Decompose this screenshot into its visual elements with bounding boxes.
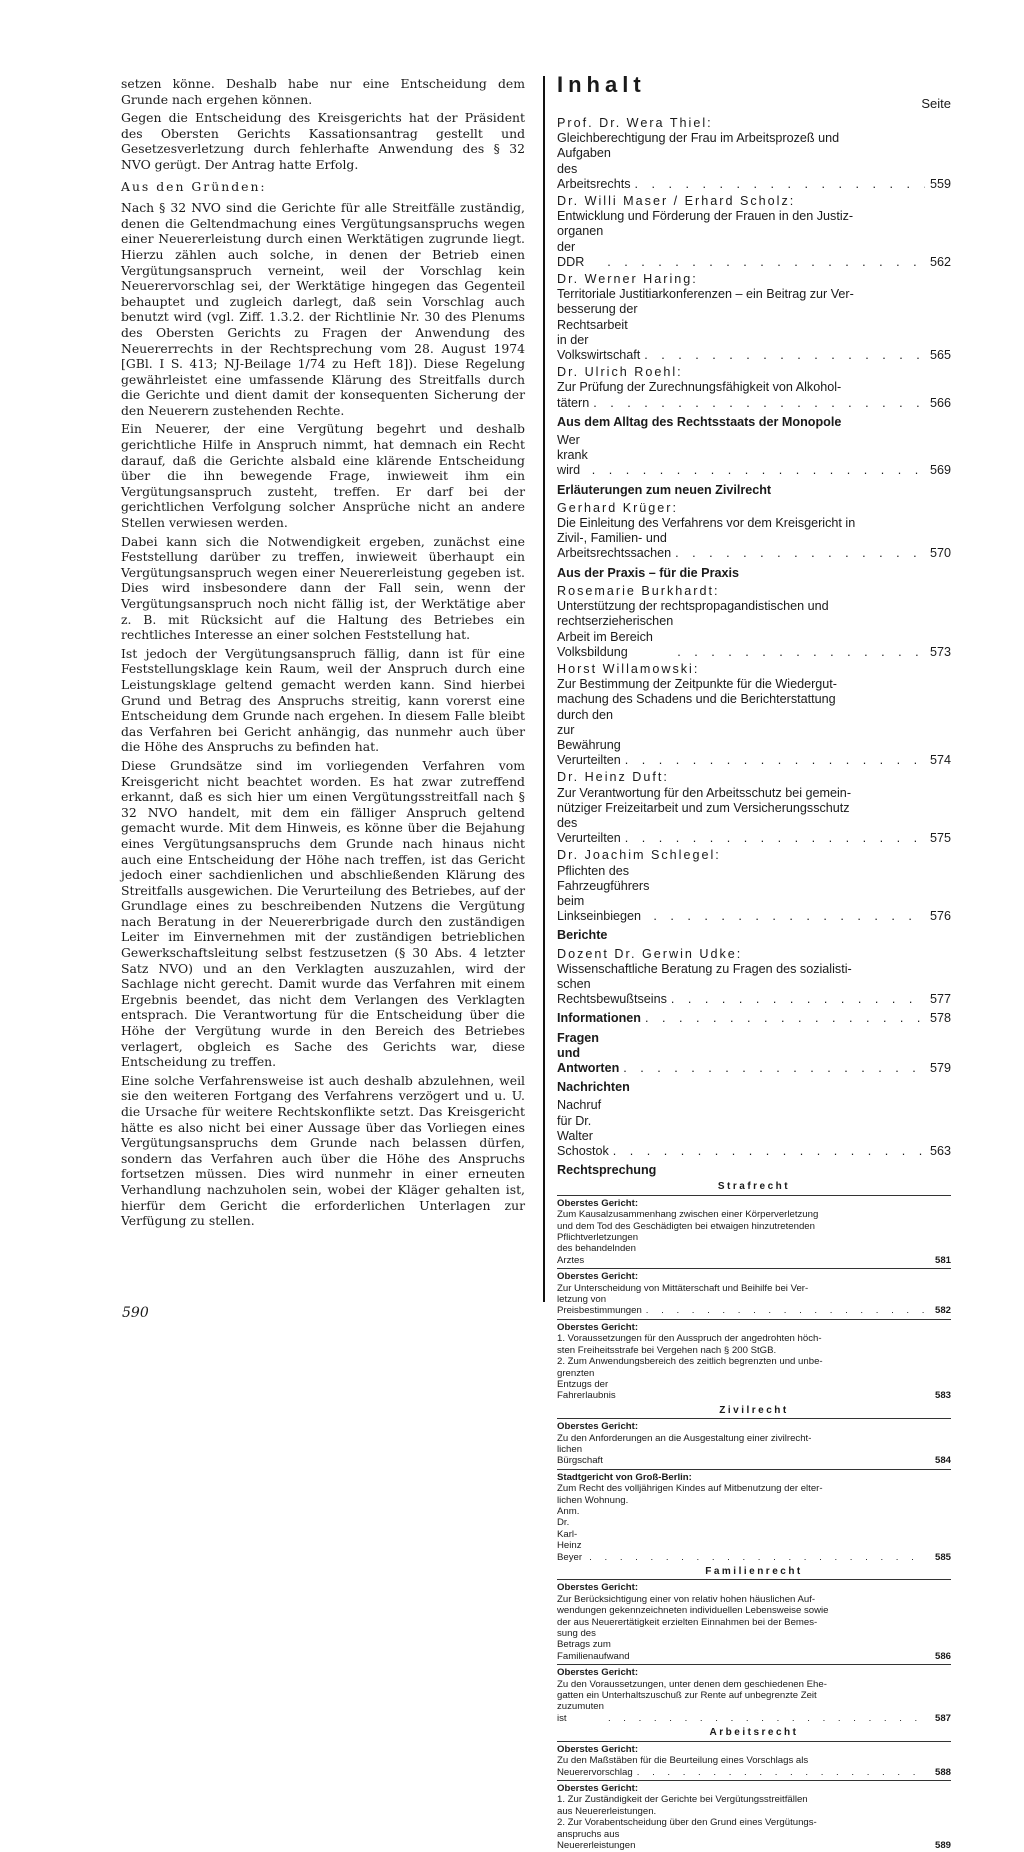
entry-title-line: Pflichten des Fahrzeugführers beim Linkseinbiegen [557, 863, 650, 924]
entry-page: 579 [929, 1060, 951, 1075]
entry-title-line: tätern [557, 395, 590, 410]
case-line: Zu den Anforderungen an die Ausgestaltung einer zivilrecht- [557, 1432, 812, 1444]
entry-title-line: machung des Schadens und die Berichterstattung [557, 692, 836, 707]
entry-author: Dr. Ulrich Roehl: [557, 365, 683, 380]
subheading: Aus den Gründen: [121, 178, 267, 194]
section-heading: Aus dem Alltag des Rechtsstaats der Monopole [557, 414, 842, 429]
entry-title-line: Entwicklung und Förderung der Frauen in den Justiz- [557, 209, 854, 224]
case-line: Pflichtverletzungen des behandelnden Arztes [557, 1232, 639, 1266]
divider-rule [557, 1268, 951, 1269]
case-entry[interactable] [557, 1744, 951, 1778]
leader-dots [646, 1305, 925, 1316]
entry-page: 588 [934, 1766, 951, 1778]
category-heading: Familienrecht [705, 1566, 803, 1577]
entry-title-line: durch den zur Bewährung Verurteilten [557, 707, 621, 768]
toc-entry[interactable] [557, 433, 951, 479]
divider-rule [557, 1469, 951, 1470]
entry-title-line: des Verurteilten [557, 815, 621, 846]
case-line: aus Neuererleistungen. [557, 1805, 657, 1817]
paragraph: Gegen die Entscheidung des Kreisgerichts hat der Präsident des Obersten Gerichts Kassationsantrag gestellt und Gesetzesverletzung durch fehlerhafte Anwendung des § 32 NVO gerügt. Der Antrag hatte Erfolg. [121, 110, 525, 172]
entry-page: 573 [929, 644, 951, 659]
divider-rule [557, 1418, 951, 1419]
section-heading: Erläuterungen zum neuen Zivilrecht [557, 482, 772, 497]
entry-author: Dr. Heinz Duft: [557, 770, 669, 785]
entry-author: Dr. Werner Haring: [557, 272, 698, 287]
entry-author: Prof. Dr. Wera Thiel: [557, 116, 713, 130]
entry-page: 585 [934, 1551, 951, 1563]
toc-entry[interactable] [557, 1031, 951, 1077]
case-line: 1. Voraussetzungen für den Ausspruch der angedrohten höch- [557, 1333, 822, 1345]
leader-dots [644, 348, 925, 363]
leader-dots [592, 463, 925, 478]
court-name: Oberstes Gericht: [557, 1667, 639, 1679]
leader-dots [623, 1061, 925, 1076]
leader-dots [675, 546, 925, 561]
case-line: Zur Berücksichtigung einer von relativ hohen häuslichen Auf- [557, 1593, 816, 1605]
category-heading: Zivilrecht [719, 1404, 789, 1416]
section-heading: Rechtsprechung [557, 1163, 657, 1178]
entry-title-line: Aufgaben des Arbeitsrechts [557, 146, 631, 191]
case-line: letzung von Preisbestimmungen [557, 1294, 642, 1317]
column-divider [543, 76, 545, 1302]
case-law-list [557, 1181, 951, 1851]
entry-page: 559 [929, 176, 951, 191]
leader-dots [677, 645, 925, 660]
leader-dots [637, 1767, 925, 1778]
court-name: Oberstes Gericht: [557, 1321, 639, 1333]
category-heading: Arbeitsrecht [709, 1727, 799, 1739]
entry-author: Dr. Willi Maser / Erhard Scholz: [557, 194, 796, 209]
toc-entry[interactable] [557, 116, 951, 192]
case-line: sten Freiheitsstrafe bei Vergehen nach § 200 StGB. [557, 1344, 777, 1356]
entry-author: Horst Willamowski: [557, 661, 700, 676]
entry-page: 584 [934, 1455, 951, 1467]
case-line: gatten ein Unterhaltszuschuß zur Rente auf unbegrenzte Zeit [557, 1690, 817, 1702]
paragraph: Dabei kann sich die Notwendigkeit ergeben, zunächst eine Feststellung darüber zu treffen, inwieweit überhaupt ein Vergütungsanspruch wegen einer Neuererleistung gegeben ist. Dies wird insbesondere dann der Fall sein, wenn der Vergütungsanspruch noch nicht fällig ist, der Werktätige aber z. B. mit Rücksicht auf die Haltung des Betriebes ein rechtliches Interesse an einer solchen Feststellung hat. [121, 533, 525, 643]
paragraph: Eine solche Verfahrensweise ist auch deshalb abzulehnen, weil sie den weiteren Fortgang des Verfahrens verzögert und u. U. die Ursache für weitere Rechtskonflikte setzt. Das Kreisgericht hätte es also nicht bei einer Aussage über das Vorliegen eines Vergütungsanspruchs dem Grunde nach belassen dürfen, sondern das Verfahren auch über die Höhe des Anspruchs fortsetzen müssen. Dies wird nunmehr in einer erneuten Verhandlung nachzuholen sein, wobei der Kläger gehalten ist, hierfür dem Gericht die erforderlichen Unterlagen zur Verfügung zu stellen. [121, 1072, 525, 1229]
toc-entry[interactable] [557, 662, 951, 768]
leader-dots [608, 1713, 925, 1724]
entry-title-line: rechtserzieherischen Arbeit im Bereich Volksbildung [557, 614, 674, 659]
entry-title-line: besserung der Rechtsarbeit in der Volkswirtschaft [557, 302, 641, 363]
case-entry[interactable] [557, 1421, 951, 1467]
leader-dots [589, 1552, 925, 1563]
entry-title-line: Die Einleitung des Verfahrens vor dem Kreisgericht in [557, 516, 856, 531]
page-column-label: Seite [921, 96, 951, 111]
entry-page: 575 [929, 831, 951, 846]
paragraph: Nach § 32 NVO sind die Gerichte für alle Streitfälle zuständig, denen die Geltendmachung eines Vergütungsanspruchs wegen einer Neuererleistung durch einen Werktätigen zugrunde liegt. Hierzu zählen auch solche, in denen der Betrieb einen Vergütungsanspruch verneint, weil der Vorschlag kein Neuerervorschlag sei, der Werktätige hingegen das Gegenteil behauptet und zugleich darlegt, daß sein Vorschlag auch benutzt wird (vgl. Ziff. 1.3.2. der Richtlinie Nr. 30 des Plenums des Obersten Gerichts zu Fragen der Anwendung des Neuererrechts in der Rechtsprechung vom 28. August 1974 [GBl. I S. 413; NJ-Beilage 1/74 zu Heft 18]). Diese Regelung gewährleistet eine umfassende Klärung des Streitfalls durch die Gerichte und dient damit der konsequenten Sicherung der den Neuerern zustehenden Rechte. [121, 200, 525, 418]
entry-page: 574 [929, 753, 951, 768]
toc-entry[interactable] [557, 365, 951, 411]
case-entry[interactable] [557, 1472, 951, 1563]
entry-author: Gerhard Krüger: [557, 500, 678, 515]
entry-title-line: Wissenschaftliche Beratung zu Fragen des sozialisti- [557, 961, 852, 976]
entry-title-line: Unterstützung der rechtspropagandistischen und [557, 599, 829, 614]
toc-entry[interactable] [557, 770, 951, 846]
section-heading: Berichte [557, 928, 608, 943]
entry-title-line: schen Rechtsbewußtseins [557, 976, 667, 1007]
case-entry[interactable] [557, 1783, 951, 1851]
divider-rule [557, 1741, 951, 1742]
court-name: Stadtgericht von Groß-Berlin: [557, 1471, 692, 1483]
toc-entry[interactable] [557, 848, 951, 924]
entry-title-line: Wer krank wird [557, 433, 588, 478]
entry-author: Rosemarie Burkhardt: [557, 583, 720, 598]
entry-title-line: organen der DDR [557, 224, 604, 269]
court-name: Oberstes Gericht: [557, 1743, 639, 1755]
leader-dots [607, 255, 925, 270]
entry-page: 581 [934, 1254, 951, 1266]
entry-author: Dr. Joachim Schlegel: [557, 848, 721, 863]
entry-page: 583 [934, 1390, 951, 1402]
leader-dots [671, 992, 925, 1007]
entry-page: 589 [934, 1839, 951, 1851]
case-line: der aus Neuerertätigkeit erzielten Einnahmen bei der Bemes- [557, 1616, 818, 1628]
case-line: Zu den Maßstäben für die Beurteilung eines Vorschlags als [557, 1755, 809, 1767]
leader-dots [635, 177, 926, 192]
paragraph: Diese Grundsätze sind im vorliegenden Verfahren vom Kreisgericht nicht beachtet worden. Es hat zwar zutreffend erkannt, daß es sich hier um einen Vergütungsstreitfall nach § 32 NVO handelt, mit dem ein fälliger Anspruch geltend gemacht wurde. Mit dem Hinweis, es könne über die Bejahung eines Vergütungsanspruchs dem Grunde nach hinaus nicht auch eine Entscheidung der Höhe nach treffen, ist das Gericht jedoch einer sachdienlichen und abschließenden Klärung des Streitfalls ausgewichen. Die Verurteilung des Betriebes, auf der Grundlage eines zu beschreibenden Nutzens die Vergütung nach Beratung in der Neuererbrigade durch den zuständigen Leiter im Einvernehmen mit der zuständigen betrieblichen Gewerkschaftsleitung selbst festzusetzen (§ 30 Abs. 4 letzter Satz NVO) und an den Verklagten auszuzahlen, wird der Sachlage nicht gerecht. Damit wurde das Verfahren mit einem Ergebnis beendet, das nicht dem Verlangen des Verklagten entsprach. Die Verantwortung für die Entscheidung über die Höhe der Vergütung wurde in den Bereich des Betriebes verlagert, obgleich es Sache des Gerichts war, diese Entscheidung zu treffen. [121, 757, 525, 1070]
case-line: Zum Recht des volljährigen Kindes auf Mitbenutzung der elter- [557, 1483, 823, 1495]
toc-entry[interactable] [557, 584, 951, 660]
divider-rule [557, 1579, 951, 1580]
leader-dots [653, 909, 925, 924]
case-line: 1. Zur Zuständigkeit der Gerichte bei Vergütungsstreitfällen [557, 1794, 808, 1806]
entry-page: 582 [934, 1305, 951, 1317]
case-entry[interactable] [557, 1582, 951, 1662]
category-heading: Strafrecht [717, 1181, 791, 1193]
court-name: Oberstes Gericht: [557, 1782, 639, 1794]
court-name: Oberstes Gericht: [557, 1197, 639, 1209]
leader-dots [625, 831, 925, 846]
case-line: lichen Wohnung. [557, 1494, 629, 1506]
leader-dots [645, 1011, 925, 1026]
case-line: anspruchs aus Neuererleistungen [557, 1828, 636, 1851]
case-line: Zur Unterscheidung von Mittäterschaft und Beihilfe bei Ver- [557, 1282, 809, 1294]
case-line: grenzten Entzugs der Fahrerlaubnis [557, 1367, 616, 1402]
toc-entry[interactable] [557, 272, 951, 363]
page-number: 590 [122, 1305, 149, 1321]
entry-title-line: Zur Bestimmung der Zeitpunkte für die Wiedergut- [557, 677, 837, 692]
case-line: Anm. Dr. Karl-Heinz Beyer [557, 1505, 583, 1563]
entry-author: Dozent Dr. Gerwin Udke: [557, 946, 743, 961]
entry-page: 587 [934, 1712, 951, 1724]
leader-dots [625, 753, 925, 768]
entry-title-line: Nachruf für Dr. Walter Schostok [557, 1098, 609, 1158]
entry-page: 562 [929, 254, 951, 269]
case-line: sung des Betrags zum Familienaufwand [557, 1628, 630, 1662]
entry-page: 576 [929, 909, 951, 924]
entry-title-line: Territoriale Justitiarkonferenzen – ein Beitrag zur Ver- [557, 287, 854, 302]
entry-title-line: Zur Prüfung der Zurechnungsfähigkeit von Alkohol- [557, 380, 842, 395]
paragraph: setzen könne. Deshalb habe nur eine Entscheidung dem Grunde nach ergehen können. [121, 76, 525, 107]
court-name: Oberstes Gericht: [557, 1582, 639, 1594]
court-name: Oberstes Gericht: [557, 1421, 639, 1433]
case-line: und dem Tod des Geschädigten bei etwaigen hinzutretenden [557, 1220, 815, 1232]
case-line: 2. Zur Vorabentscheidung über den Grund eines Vergütungs- [557, 1817, 817, 1829]
case-line: wendungen gekennzeichneten individuellen Lebensweise sowie [557, 1605, 829, 1617]
case-line: 2. Zum Anwendungsbereich des zeitlich begrenzten und unbe- [557, 1356, 823, 1368]
case-line: lichen Bürgschaft [557, 1443, 603, 1467]
entry-title-line: nütziger Freizeitarbeit und zum Versicherungsschutz [557, 800, 850, 815]
entry-page: 570 [929, 546, 951, 561]
toc-entry[interactable] [557, 1011, 951, 1026]
leader-dots [593, 396, 925, 411]
toc-entry[interactable] [557, 501, 951, 562]
entry-page: 578 [929, 1011, 951, 1026]
case-entry[interactable] [557, 1667, 951, 1724]
divider-rule [557, 1780, 951, 1781]
section-heading: Informationen [557, 1011, 641, 1026]
case-entry[interactable] [557, 1271, 951, 1317]
paragraph: Ist jedoch der Vergütungsanspruch fällig, dann ist für eine Feststellungsklage kein Raum, weil der Anspruch durch eine Leistungsklage geltend gemacht werden kann. Sind hierbei Grund und Betrag des Anspruchs streitig, kann vorerst eine Entscheidung dem Grunde nach ergehen. In diesem Falle bleibt das Verfahren bei Gericht anhängig, das nunmehr auch über die Höhe des Anspruchs zu befinden hat. [121, 645, 525, 755]
entry-page: 563 [929, 1144, 951, 1158]
case-line: Neuerervorschlag [557, 1766, 633, 1778]
entry-page: 566 [929, 395, 951, 410]
contents-title: Inhalt [557, 72, 646, 97]
court-name: Oberstes Gericht: [557, 1271, 639, 1283]
case-entry[interactable] [557, 1322, 951, 1402]
case-line: Zum Kausalzusammenhang zwischen einer Körperverletzung [557, 1209, 819, 1221]
entry-title-line: Gleichberechtigung der Frau im Arbeitsprozeß und [557, 131, 840, 146]
divider-rule [557, 1319, 951, 1320]
paragraph: Ein Neuerer, der eine Vergütung begehrt und deshalb gerichtliche Hilfe in Anspruch nimmt, hat demnach ein Recht darauf, daß die Gerichte alsbald eine klärende Entscheidung über die ihn bewegende Frage, inwieweit ihm ein Vergütungsanspruch zusteht, treffen. Er darf bei der gerichtlichen Verfolgung solcher Ansprüche nicht an andere Stellen verwiesen werden. [121, 421, 525, 531]
entry-page: 577 [929, 992, 951, 1007]
toc-entry[interactable] [557, 194, 951, 270]
entry-page: 569 [929, 463, 951, 478]
divider-rule [557, 1195, 951, 1196]
case-entry[interactable] [557, 1198, 951, 1266]
entry-page: 586 [934, 1650, 951, 1662]
section-heading: Aus der Praxis – für die Praxis [557, 565, 739, 580]
case-line: Zu den Voraussetzungen, unter denen dem geschiedenen Ehe- [557, 1678, 827, 1690]
table-of-contents [557, 72, 951, 1852]
entry-title-line: Zur Verantwortung für den Arbeitsschutz bei gemein- [557, 785, 852, 800]
section-heading: Fragen und Antworten [557, 1030, 620, 1075]
case-line: zuzumuten ist [557, 1701, 604, 1724]
entry-title-line: Zivil-, Familien- und Arbeitsrechtssachen [557, 531, 672, 561]
article-text-column [121, 76, 525, 1232]
section-heading: Nachrichten [557, 1080, 630, 1095]
leader-dots [613, 1144, 925, 1159]
toc-entry[interactable] [557, 947, 951, 1008]
entry-page: 565 [929, 348, 951, 363]
divider-rule [557, 1664, 951, 1665]
toc-entry[interactable] [557, 1098, 951, 1159]
